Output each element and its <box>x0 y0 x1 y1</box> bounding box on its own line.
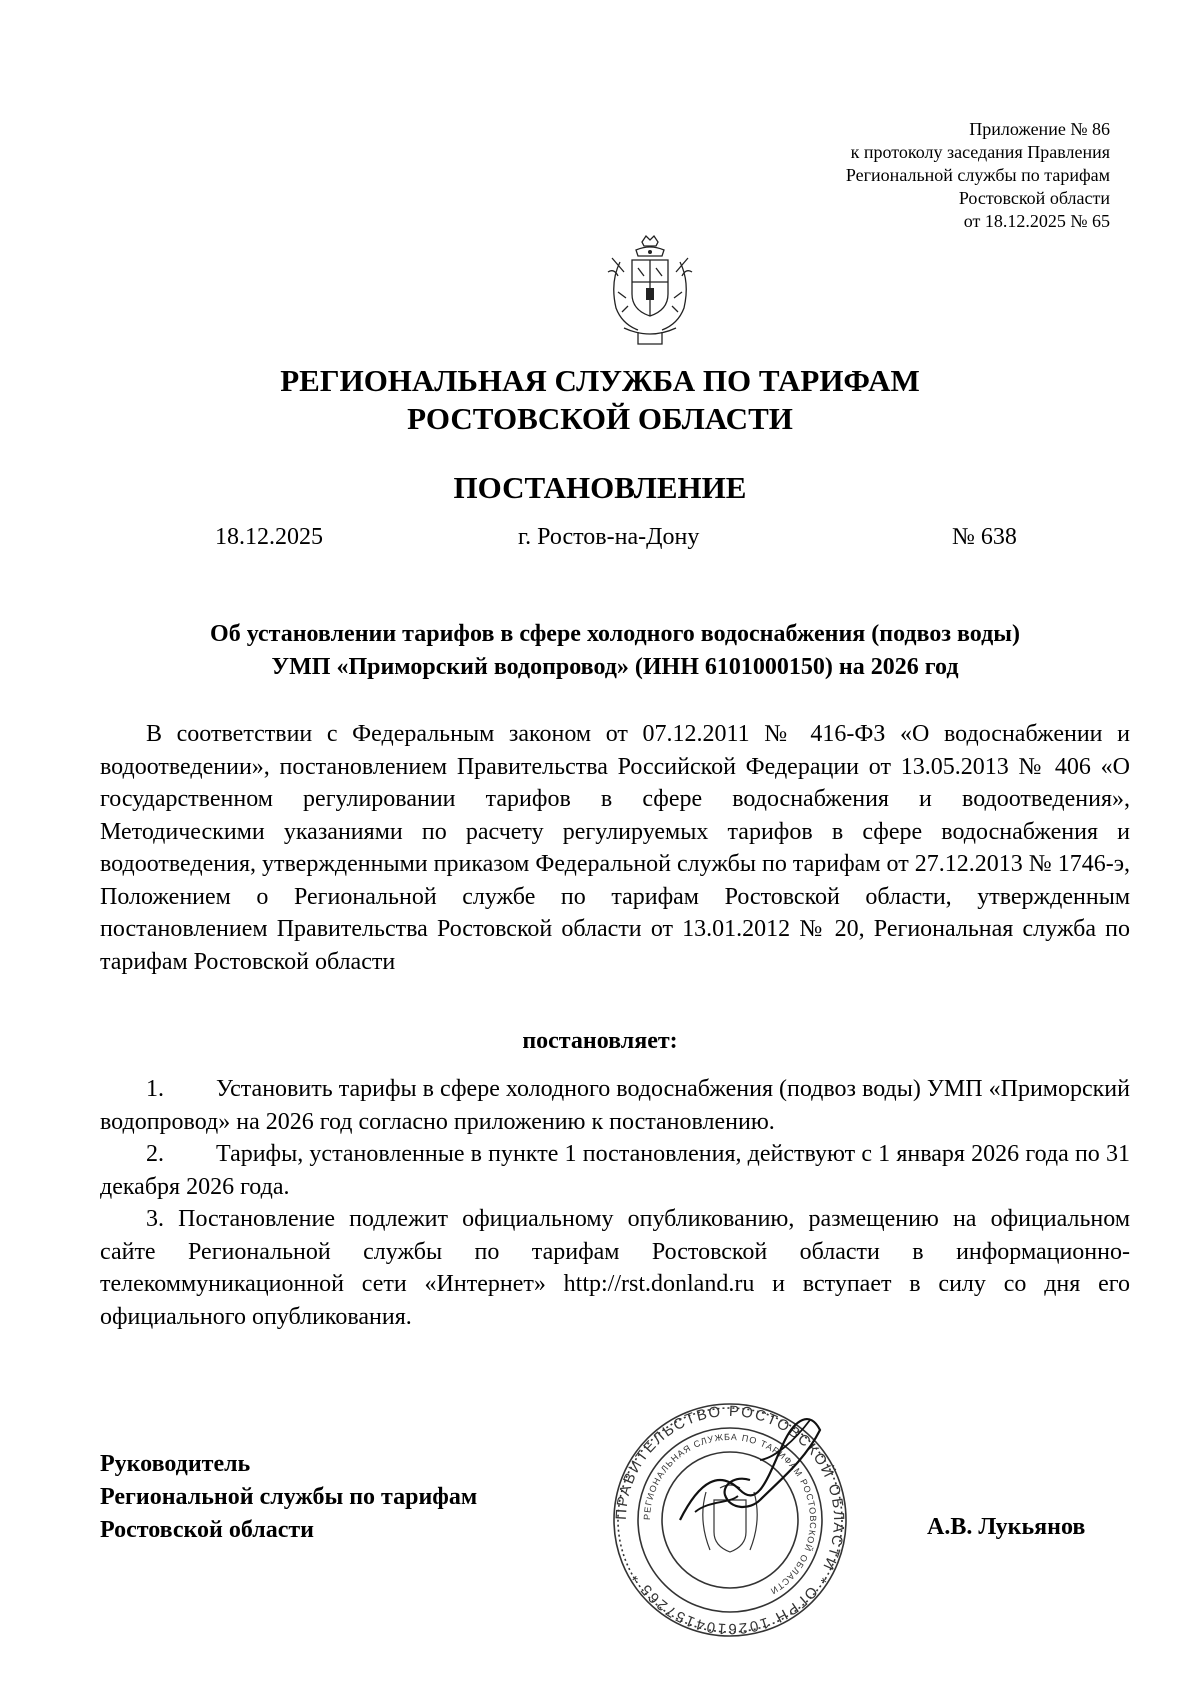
document-type-title: ПОСТАНОВЛЕНИЕ <box>453 470 747 505</box>
signer-title-line: Руководитель <box>100 1451 251 1477</box>
stamp-outer-text: ПРАВИТЕЛЬСТВО РОСТОВСКОЙ ОБЛАСТИ * ОГРН 1026104157265 * <box>612 1402 848 1638</box>
document-city: г. Ростов-на-Дону <box>518 524 700 550</box>
preamble-paragraph: В соответствии с Федеральным законом от 07.12.2011 № 416-ФЗ «О водоснабжении и водоотведении», постановлением Правительства Российской Федерации от 13.05.2013 № 406 «О государственном регулировании тарифов в сфере водоснабжения и водоотведения», Методическими указаниями по расчету регулируемых тарифов в сфере водоснабжения и водоотведения, утвержденными приказом Федеральной службы по тарифам от 27.12.2013 № 1746-э, Положением о Региональной службе по тарифам Ростовской области, утвержденным постановлением Правительства Ростовской области от 13.01.2012 № 20, Региональная служба по тарифам Ростовской области <box>100 721 1130 975</box>
resolves-heading: постановляет: <box>522 1028 678 1054</box>
document-subject <box>100 618 1130 684</box>
signer-title <box>100 1448 477 1547</box>
appendix-line: Приложение № 86 <box>969 119 1110 139</box>
organization-name <box>0 362 1200 438</box>
appendix-note <box>846 118 1110 233</box>
document-number: № 638 <box>952 524 1017 550</box>
official-stamp <box>610 1400 850 1640</box>
resolution-item <box>100 1203 1130 1333</box>
stamp-inner-text: РЕГИОНАЛЬНАЯ СЛУЖБА ПО ТАРИФАМ РОСТОВСКОЙ ОБЛАСТИ <box>641 1431 819 1597</box>
coat-of-arms-emblem <box>598 232 702 348</box>
subject-line-2: УМП «Приморский водопровод» (ИНН 6101000150) на 2026 год <box>271 654 959 680</box>
resolution-items <box>100 1073 1130 1333</box>
item-number: 2. <box>146 1141 164 1167</box>
item-text: Постановление подлежит официальному опубликованию, размещению на официальном сайте Региональной службы по тарифам Ростовской области в информационно-телекоммуникационной сети «Интернет» http://rst.donland.ru и вступает в силу со дня его официального опубликования. <box>100 1206 1131 1330</box>
item-number: 1. <box>146 1076 164 1102</box>
signer-title-line: Региональной службы по тарифам <box>100 1484 478 1510</box>
signer-title-line: Ростовской области <box>100 1517 314 1543</box>
appendix-line: Региональной службы по тарифам <box>845 165 1110 185</box>
subject-line-1: Об установлении тарифов в сфере холодного водоснабжения (подвоз воды) <box>210 621 1020 647</box>
resolution-item <box>100 1138 1130 1203</box>
document-date: 18.12.2025 <box>215 524 323 550</box>
appendix-line: Ростовской области <box>958 188 1110 208</box>
org-line-2: РОСТОВСКОЙ ОБЛАСТИ <box>407 401 793 436</box>
preamble-text <box>100 718 1130 978</box>
resolution-item <box>100 1073 1130 1138</box>
item-number: 3. <box>146 1206 164 1232</box>
item-text: Установить тарифы в сфере холодного водоснабжения (подвоз воды) УМП «Приморский водопровод» на 2026 год согласно приложению к постановлению. <box>100 1076 1130 1135</box>
appendix-line: от 18.12.2025 № 65 <box>963 211 1110 231</box>
item-text: Тарифы, установленные в пункте 1 постановления, действуют с 1 января 2026 года по 31 декабря 2026 года. <box>100 1141 1130 1200</box>
signer-name: А.В. Лукьянов <box>927 1514 1086 1540</box>
appendix-line: к протоколу заседания Правления <box>850 142 1110 162</box>
org-line-1: РЕГИОНАЛЬНАЯ СЛУЖБА ПО ТАРИФАМ <box>280 363 920 398</box>
